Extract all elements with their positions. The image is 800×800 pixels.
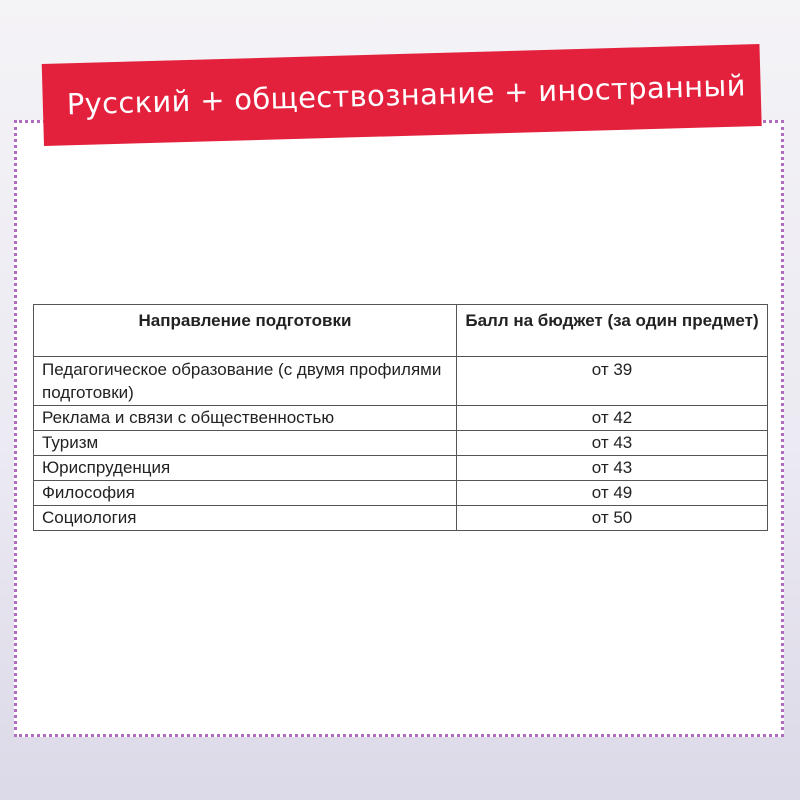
score-cell: от 42 (457, 406, 768, 431)
table-row (34, 357, 768, 406)
score-cell: от 39 (457, 357, 768, 406)
table-row (34, 456, 768, 481)
direction-cell: Педагогическое образование (с двумя профилями подготовки) (34, 357, 457, 406)
table-header-row (34, 305, 768, 357)
direction-cell: Социология (34, 506, 457, 531)
header-score: Балл на бюджет (за один предмет) (457, 305, 768, 357)
scores-table (33, 304, 768, 531)
table-row (34, 406, 768, 431)
score-cell: от 49 (457, 481, 768, 506)
banner-title: Русский + обществознание + иностранный (66, 68, 747, 122)
score-cell: от 43 (457, 431, 768, 456)
direction-cell: Юриспруденция (34, 456, 457, 481)
direction-cell: Туризм (34, 431, 457, 456)
table-row (34, 506, 768, 531)
score-cell: от 50 (457, 506, 768, 531)
direction-cell: Реклама и связи с общественностью (34, 406, 457, 431)
header-direction: Направление подготовки (34, 305, 457, 357)
table-row (34, 431, 768, 456)
direction-cell: Философия (34, 481, 457, 506)
score-cell: от 43 (457, 456, 768, 481)
table-row (34, 481, 768, 506)
